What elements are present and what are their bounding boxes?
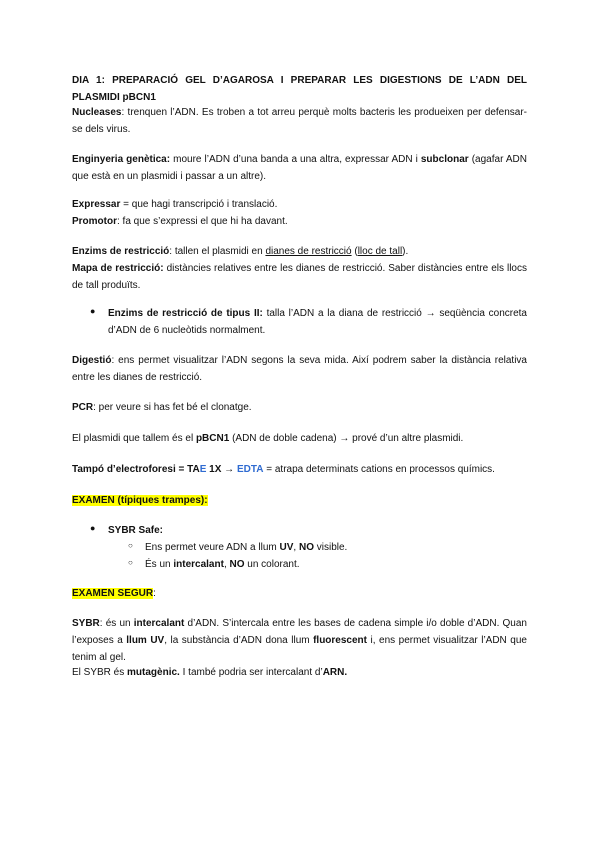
enzims-line: Enzims de restricció: tallen el plasmidi en dianes de restricció (lloc de tall). [72,246,409,257]
nucleases-paragraph: Nucleases: trenquen l’ADN. Es troben a tot arreu perquè molts bacteris les produeixen per defensar-se dels virus. [72,107,527,135]
circle-bullet-icon: ○ [128,541,133,550]
plasmidi-line: El plasmidi que tallem és el pBCN1 (ADN de doble cadena) → prové d’un altre plasmidi. [72,433,464,444]
examen-heading: EXAMEN (típiques trampes): [72,495,208,506]
sybr-paragraph: SYBR: és un intercalant d’ADN. S’intercala entre les bases de cadena simple i/o doble d’ADN. Quan l’exposes a llum UV, la substància d’ADN dona llum fluorescent i, ens permet visualitzar l’ADN que tenim al gel. [72,618,527,663]
bullet-icon: ● [90,306,96,316]
examen-segur-heading: EXAMEN SEGUR: [72,588,156,599]
pcr-line: PCR: per veure si has fet bé el clonatge. [72,402,252,413]
expressar-line: Expressar = que hagi transcripció i translació. [72,199,278,210]
tipus2-paragraph: Enzims de restricció de tipus II: talla l’ADN a la diana de restricció → seqüència concreta d’ADN de 6 nucleòtids normalment. [108,308,527,336]
bullet-icon: ● [90,523,96,533]
mapa-paragraph: Mapa de restricció: distàncies relatives entre les dianes de restricció. Saber distàncies entre els llocs de tall produïts. [72,263,527,291]
page-title: DIA 1: PREPARACIÓ GEL D’AGAROSA I PREPARAR LES DIGESTIONS DE L’ADN DEL PLASMIDI pBCN1 [72,75,527,103]
promotor-line: Promotor: fa que s’expressi el que hi ha davant. [72,216,288,227]
sybr-safe-item-2: És un intercalant, NO un colorant. [145,559,300,570]
circle-bullet-icon: ○ [128,558,133,567]
sybr-safe-item-1: Ens permet veure ADN a llum UV, NO visible. [145,542,348,553]
digestio-paragraph: Digestió: ens permet visualitzar l’ADN segons la seva mida. Així podrem saber la distància relativa entre les dianes de restricció. [72,355,527,383]
sybr-mutagenic-line: El SYBR és mutagènic. I també podria ser intercalant d’ARN. [72,667,348,678]
term: Nucleases [72,107,122,118]
tampo-line: Tampó d’electroforesi = TAE 1X → EDTA = atrapa determinats cations en processos químics. [72,464,495,475]
enginyeria-paragraph: Enginyeria genètica: moure l’ADN d’una banda a una altra, expressar ADN i subclonar (agafar ADN que està en un plasmidi i passar a un altre). [72,154,527,182]
sybr-safe-label: SYBR Safe: [108,525,164,536]
